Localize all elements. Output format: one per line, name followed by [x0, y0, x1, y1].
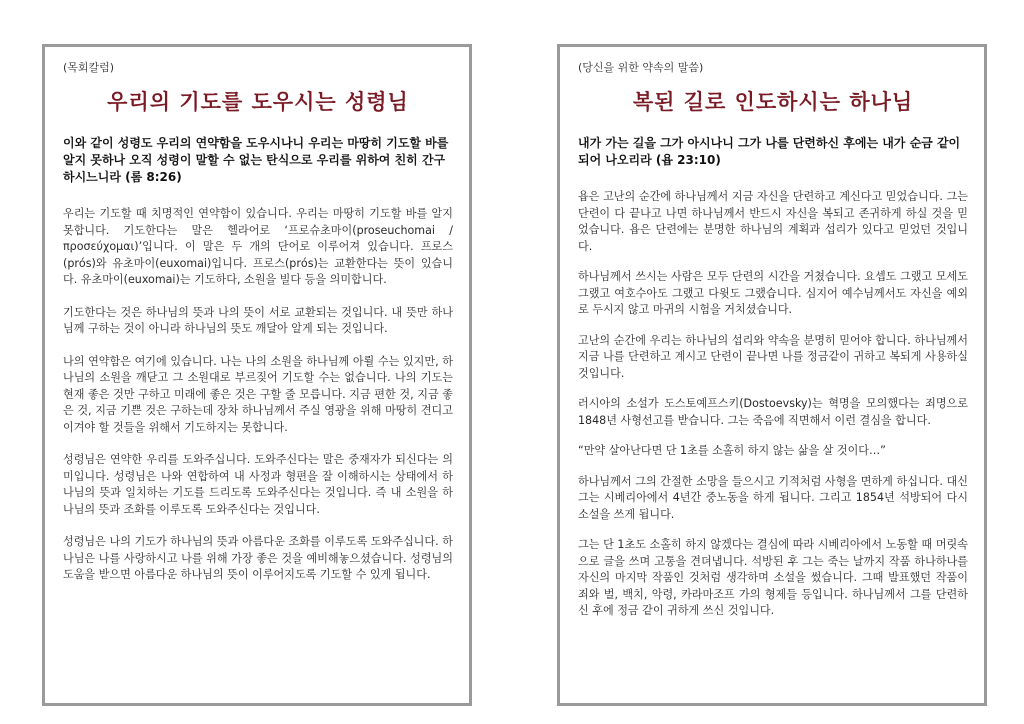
column-title: 우리의 기도를 도우시는 성령님: [107, 90, 409, 114]
body-paragraph: 우리는 기도할 때 치명적인 연약함이 있습니다. 우리는 마땅히 기도할 바를 알지 못합니다. 기도한다는 말은 헬라어로 ‘프로슈초마이(proseuchomai / προσεύχομαι)’입니다. 이 말은 두 개의 단어로 이루어져 있습니다. 프로스(prόs)와 유초마이(euxomai)입니다. 프로스(prόs)는 교환한다는 뜻이 있습니다. 유초마이(euxomai)는 기도하다, 소원을 빌다 등을 의미합니다.: [63, 207, 453, 286]
body-paragraph: 욥은 고난의 순간에 하나님께서 지금 자신을 단련하고 계신다고 믿었습니다. 그는 단련이 다 끝나고 나면 하나님께서 반드시 자신을 복되고 존귀하게 하실 것을 믿었습니다. 욥은 단련에는 분명한 하나님의 계획과 섭리가 있다고 믿었던 것입니다.: [578, 190, 968, 253]
column-category: (당신을 위한 약속의 말씀): [578, 61, 704, 74]
column-title: 복된 길로 인도하시는 하나님: [632, 90, 914, 114]
body-paragraph: 그는 단 1초도 소홀히 하지 않겠다는 결심에 따라 시베리아에서 노동할 때 머릿속으로 글을 쓰며 고통을 견뎌냅니다. 석방된 후 그는 죽는 날까지 작품 하나하나를 자신의 마지막 작품인 것처럼 생각하며 소설을 썼습니다. 그때 발표했던 작품이 죄와 벌, 백치, 악령, 카라마조프 가의 형제들 등입니다. 하나님께서 그를 단련하신 후에 정금 같이 귀하게 쓰신 것입니다.: [578, 538, 968, 617]
body-paragraph: 하나님께서 쓰시는 사람은 모두 단련의 시간을 거쳤습니다. 요셉도 그랬고 모세도 그랬고 여호수아도 그랬고 다윗도 그랬습니다. 심지어 예수님께서도 자신을 예외로 두시지 않고 마귀의 시험을 거치셨습니다.: [578, 270, 968, 316]
column-category: (목회칼럼): [63, 61, 115, 74]
column-promise: [557, 44, 987, 706]
body-paragraph: 러시아의 소설가 도스토예프스키(Dostoevsky)는 혁명을 모의했다는 죄명으로 1848년 사형선고를 받습니다. 그는 죽음에 직면해서 이런 결심을 합니다.: [578, 397, 968, 427]
column-pastoral: [42, 44, 472, 706]
scripture-verse: 이와 같이 성령도 우리의 연약함을 도우시나니 우리는 마땅히 기도할 바를 알지 못하나 오직 성령이 말할 수 없는 탄식으로 우리를 위하여 친히 간구하시느니라 (롬 8:26): [63, 136, 449, 184]
scripture-verse: 내가 가는 길을 그가 아시나니 그가 나를 단련하신 후에는 내가 순금 같이 되어 나오리라 (욥 23:10): [578, 136, 961, 167]
body-paragraph: 성령님은 나의 기도가 하나님의 뜻과 아름다운 조화를 이루도록 도와주십니다. 하나님은 나를 사랑하시고 나를 위해 가장 좋은 것을 예비해놓으셨습니다. 성령님의 도움을 받으면 아름다운 하나님의 뜻이 이루어지도록 기도할 수 있게 됩니다.: [63, 535, 453, 581]
quote-paragraph: “만약 살아난다면 단 1초를 소홀히 하지 않는 삶을 살 것이다…”: [578, 444, 886, 457]
body-paragraph: 성령님은 연약한 우리를 도와주십니다. 도와주신다는 말은 중재자가 되신다는 의미입니다. 성령님은 나와 연합하여 내 사정과 형편을 잘 이해하시는 상태에서 하나님의 뜻과 일치하는 기도를 드리도록 도와주신다는 것입니다. 즉 내 소원을 하나님의 뜻과 조화를 이루도록 도와주신다는 것입니다.: [63, 453, 453, 516]
body-paragraph: 나의 연약함은 여기에 있습니다. 나는 나의 소원을 하나님께 아뢸 수는 있지만, 하나님의 소원을 깨닫고 그 소원대로 부르짖어 기도할 수는 없습니다. 나의 기도는 현재 좋은 것만 구하고 미래에 좋은 것은 구할 줄 모릅니다. 지금 편한 것, 지금 좋은 것, 지금 기쁜 것은 구하는데 장차 하나님께서 주실 영광을 위해 마땅히 견디고 이겨야 할 것들을 위해서 기도하지는 못합니다.: [63, 354, 453, 434]
body-paragraph: 기도한다는 것은 하나님의 뜻과 나의 뜻이 서로 교환되는 것입니다. 내 뜻만 하나님께 구하는 것이 아니라 하나님의 뜻도 깨달아 알게 되는 것입니다.: [63, 305, 453, 335]
body-paragraph: 고난의 순간에 우리는 하나님의 섭리와 약속을 분명히 믿어야 합니다. 하나님께서 지금 나를 단련하고 계시고 단련이 끝나면 나를 정금같이 귀하고 복되게 사용하실 것입니다.: [578, 333, 968, 380]
body-paragraph: 하나님께서 그의 간절한 소망을 들으시고 기적처럼 사형을 면하게 하십니다. 대신 그는 시베리아에서 4년간 중노동을 하게 됩니다. 그리고 1854년 석방되어 다시 소설을 쓰게 됩니다.: [578, 474, 968, 521]
